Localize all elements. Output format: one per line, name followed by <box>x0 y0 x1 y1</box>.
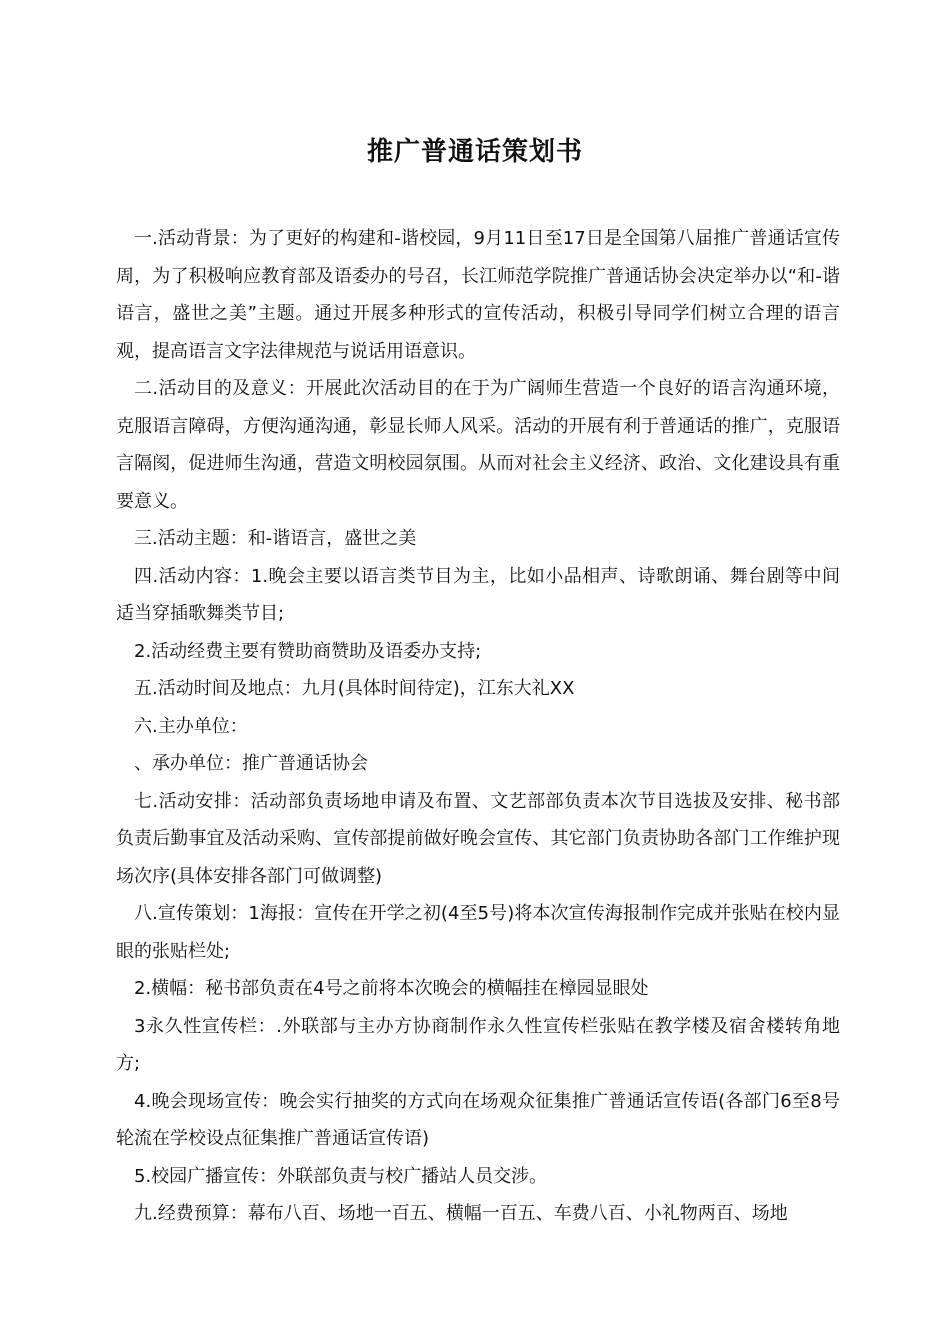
paragraph-funding: 2.活动经费主要有赞助商赞助及语委办支持; <box>134 640 482 662</box>
paragraph-time-place: 五.活动时间及地点：九月(具体时间待定)，江东大礼XX <box>134 678 575 699</box>
paragraph-organizer: 六.主办单位： <box>134 715 248 737</box>
paragraph-publicity-radio: 5.校园广播宣传：外联部负责与校广播站人员交涉。 <box>134 1165 548 1187</box>
paragraph-undertaker: 、承办单位：推广普通话协会 <box>134 753 368 774</box>
paragraph-arrangement: 七.活动安排：活动部负责场地申请及布置、文艺部部负责本次节目选拔及安排、秘书部负责后勤事宜及活动采购、宣传部提前做好晚会宣传、其它部门负责协助各部门工作维护现场次序(具体安排各部门可做调整) <box>116 790 840 887</box>
paragraph-content: 四.活动内容：1.晚会主要以语言类节目为主，比如小品相声、诗歌朗诵、舞台剧等中间适当穿插歌舞类节目; <box>116 565 840 624</box>
paragraph-publicity-banner: 2.横幅：秘书部负责在4号之前将本次晚会的横幅挂在樟园显眼处 <box>134 978 649 999</box>
paragraph-publicity-onsite: 4.晚会现场宣传：晚会实行抽奖的方式向在场观众征集推广普通话宣传语(各部门6至8号轮流在学校设点征集推广普通话宣传语) <box>116 1090 840 1149</box>
paragraph-theme: 三.活动主题：和-谐语言，盛世之美 <box>134 528 417 549</box>
paragraph-budget: 九.经费预算：幕布八百、场地一百五、横幅一百五、车费八百、小礼物两百、场地 <box>134 1203 788 1224</box>
paragraph-publicity-poster: 八.宣传策划：1海报：宣传在开学之初(4至5号)将本次宣传海报制作完成并张贴在校内显眼的张贴栏处; <box>116 903 840 962</box>
paragraph-purpose: 二.活动目的及意义：开展此次活动目的在于为广阔师生营造一个良好的语言沟通环境，克服语言障碍，方便沟通沟通，彰显长师人风采。活动的开展有利于普通话的推广，克服语言隔阂，促进师生沟通，营造文明校园氛围。从而对社会主义经济、政治、文化建设具有重要意义。 <box>116 378 840 512</box>
document-title: 推广普通话策划书 <box>366 137 583 167</box>
paragraph-background: 一.活动背景：为了更好的构建和-谐校园，9月11日至17日是全国第八届推广普通话宣传周，为了积极响应教育部及语委办的号召，长江师范学院推广普通话协会决定举办以“和-谐语言，盛世之美”主题。通过开展多种形式的宣传活动，积极引导同学们树立合理的语言观，提高语言文字法律规范与说话用语意识。 <box>116 228 840 362</box>
paragraph-publicity-board: 3永久性宣传栏：.外联部与主办方协商制作永久性宣传栏张贴在教学楼及宿舍楼转角地方; <box>116 1015 840 1074</box>
document-body <box>116 220 840 1233</box>
